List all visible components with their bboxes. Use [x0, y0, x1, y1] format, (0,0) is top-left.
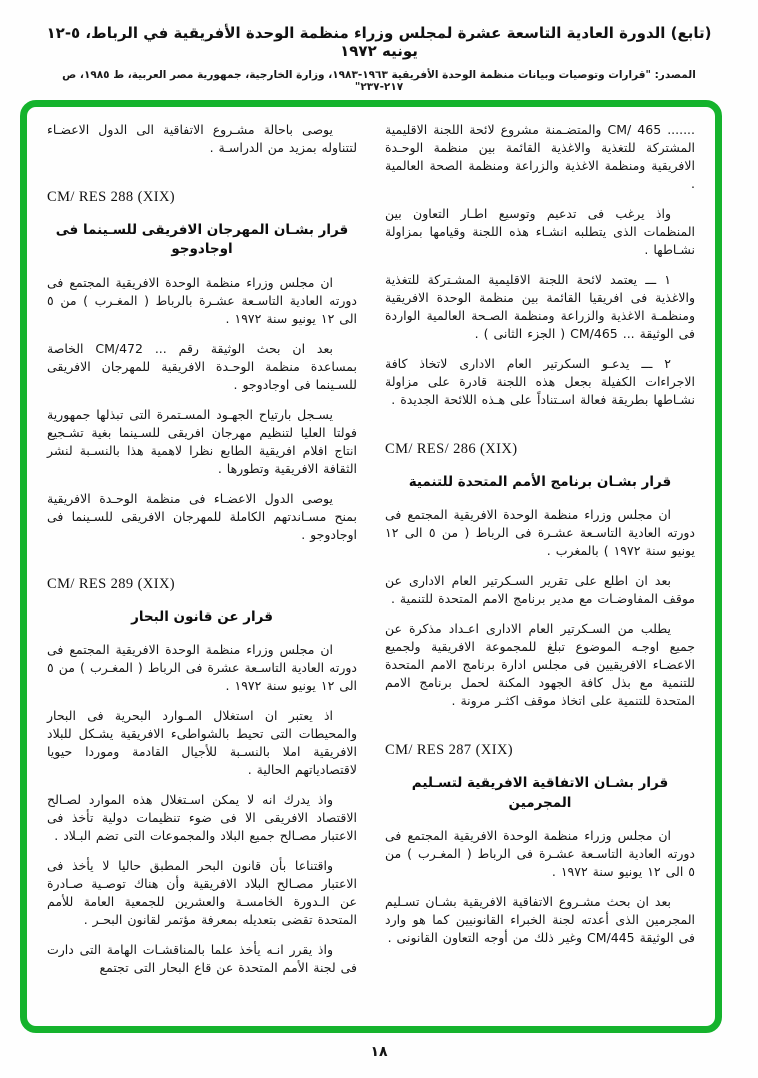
- paragraph: يوصى الدول الاعضـاء فى منظمة الوحـدة الافريقية بمنح مسـاندتهم الكاملة للمهرجان الافريقى للسـينما فى اوجادوجو .: [47, 490, 357, 542]
- paragraph: يسـجل بارتياح الجهـود المسـتمرة التى تبذلها جمهورية فولتا العليا لتنظيم مهرجان افريقى للسـينما بغية تشـجيع انتاج افلام افريقية الطابع نظرا لاهمية هذا بالنسـبة لنشر الثقافة الافريقية وتطورها .: [47, 406, 357, 476]
- paragraph: واذ يقرر انـه يأخذ علما بالمناقشـات الهامة التى دارت فى لجنة الأمم المتحدة عن قاع البحار التى تجتمع: [47, 942, 357, 976]
- paragraph: واقتناعا بأن قانون البحر المطبق حاليا لا يأخذ فى الاعتبار مصـالح البلاد الافريقية وأن هناك توصـية صـادرة عن الـدورة الخامسـة والعشرين للجمعية العامة للأمم المتحدة تقضى بتعديله بمعرفة مؤتمر لقانون البحـر .: [47, 858, 357, 928]
- resolution-ref: CM/ RES/ 286 (XIX): [385, 441, 518, 457]
- column-left: [47, 121, 357, 1016]
- resolution-ref: CM/ RES 287 (XIX): [385, 742, 514, 759]
- resolution-ref: CM/ RES 288 (XIX): [47, 189, 176, 205]
- paragraph: بعد ان بحث مشـروع الاتفاقية الافريقية بشـان تسـليم المجرمين الذى أعدته لجنة الخبراء القانونيين كما هو وارد فى الوثيقة CM/445 وغير ذلك من أوجه التعاون القانونى .: [385, 894, 695, 946]
- paragraph: ٢ ـــ يدعـو السكرتير العام الادارى لاتخاذ كافة الاجراءات الكفيلة بجعل هذه اللجنة قادرة على مزاولة نشـاطها بطريقة فعالة اسـتناداً على هـذه اللائحة الجديدة .: [385, 356, 695, 407]
- paragraph: يوصى باحالة مشـروع الاتفاقية الى الدول الاعضـاء لتتناوله بمزيد من الدراسـة .: [47, 122, 357, 155]
- paragraph: ان مجلس وزراء منظمة الوحدة الافريقية المجتمع فى دورته العادية التاسـعة عشرة فى الرباط ( المغـرب ) من ٥ الى ١٢ يونيو سنة ١٩٧٢ .: [47, 642, 357, 694]
- paragraph: ‪CM/ 465 .......‬ والمتضـمنة مشروع لائحة اللجنة الاقليمية المشتركة للتغذية والاغذية القائمة بين منظمة الوحـدة الافريقية ومنظمة الاغذية والزراعة ومنظمة الصحة العالمية .: [385, 122, 696, 191]
- document-title: (تابع) الدورة العادية التاسعة عشرة لمجلس وزراء منظمة الوحدة الأفريقية في الرباط، ٥-١٢ يونيه ١٩٧٢: [46, 24, 712, 60]
- content-border-box: [20, 100, 722, 1033]
- paragraph: يطلب من السـكرتير العام الادارى اعـداد مذكرة عن جميع اوجـه الموضوع تبلغ للمجموعة الافريقية ولجميع الاعضـاء الافريقيين فى مجلس ادارة برنامج الامم المتحدة للتنمية مع بذل كافة الجهود المكنة لحمل برنامج الامم المتحدة للتنمية على اتخاذ موقف اكثـر مرونة .: [385, 621, 695, 709]
- paragraph: ١ ـــ يعتمد لائحة اللجنة الاقليمية المشـتركة للتغذية والاغذية فى افريقيا القائمة بين منظمة الوحدة الافريقية ومنظمـة الاغذية والزراعة ومنظمة الصـحة العالمية الواردة فى الوثيقة ... CM/465 ( الجزء الثانى ) .: [385, 272, 695, 341]
- document-header: [0, 24, 758, 93]
- paragraph: اذ يعتبر ان استغلال المـوارد البحرية فى البحار والمحيطات التى تحيط بالشواطىء الافريقية يشـكل للبلاد الافريقية املا بالنسـبة للأجيال القادمة وموردا حيويا لاقتصادياتهم الحالية .: [47, 708, 357, 778]
- document-source-line: المصدر: "قرارات وتوصيات وبيانات منظمة الوحدة الأفريقية ١٩٦٣-١٩٨٣، وزارة الخارجية، جمهورية مصر العربية، ط ١٩٨٥، ص ٢١٧-٢٣٧": [62, 69, 696, 93]
- resolution-heading: قرار بشـان الاتفاقية الافريقية لتسـليم المجرمين: [411, 775, 669, 811]
- resolution-heading: قرار بشـان المهرجان الافريقى للسـينما فى اوجادوجو: [55, 221, 349, 258]
- resolution-ref: CM/ RES 289 (XIX): [47, 575, 176, 592]
- paragraph: بعد ان بحث الوثيقة رقم ... CM/472 الخاصة بمساعدة منظمة الوحـدة الافريقية للمهرجان الافريقى للسـينما فى اوجادوجو .: [47, 340, 357, 392]
- paragraph: ان مجلس وزراء منظمة الوحدة الافريقية المجتمع فى دورته العادية التاسـعة عشـرة فى الرباط ( المغـرب ) من ٥ الى ١٢ يونيو سنة ١٩٧٢ .: [385, 828, 695, 880]
- resolution-heading: قرار عن قانون البحار: [131, 608, 273, 625]
- column-right: [385, 121, 695, 1016]
- paragraph: بعد ان اطلع على تقرير السـكرتير العام الادارى عن موقف المفاوضـات مع مدير برنامج الامم المتحدة للتنمية .: [385, 573, 695, 607]
- paragraph: ان مجلس وزراء منظمة الوحدة الافريقية المجتمع فى دورته العادية التاسـعة عشـرة فى الرباط ( من ٥ الى ١٢ يونيو سنة ١٩٧٢ ) بالمغرب .: [385, 507, 695, 559]
- paragraph: واذ يرغب فى تدعيم وتوسيع اطـار التعاون بين المنظمات الذى يتطلبه انشـاء هذه اللجنة وقيامها بمزاولة نشـاطها .: [385, 206, 695, 257]
- resolution-heading: قرار بشـان برنامج الأمم المتحدة للتنمية: [408, 473, 672, 490]
- page-footer: [0, 1041, 758, 1060]
- paragraph: ان مجلس وزراء منظمة الوحدة الافريقية المجتمع فى دورته العادية التاسـعة عشـرة بالرباط ( المغـرب ) من ٥ الى ١٢ يونيو سنة ١٩٧٢ .: [47, 274, 357, 326]
- page-number: ١٨: [370, 1044, 388, 1060]
- paragraph: واذ يدرك انه لا يمكن اسـتغلال هذه الموارد لصـالح الاقتصاد الافريقى الا فى ضوء تنظيمات دولية تأخذ فى الاعتبار مصـالح جميع البلاد والمجموعات التى تضم البـلاد .: [47, 792, 357, 844]
